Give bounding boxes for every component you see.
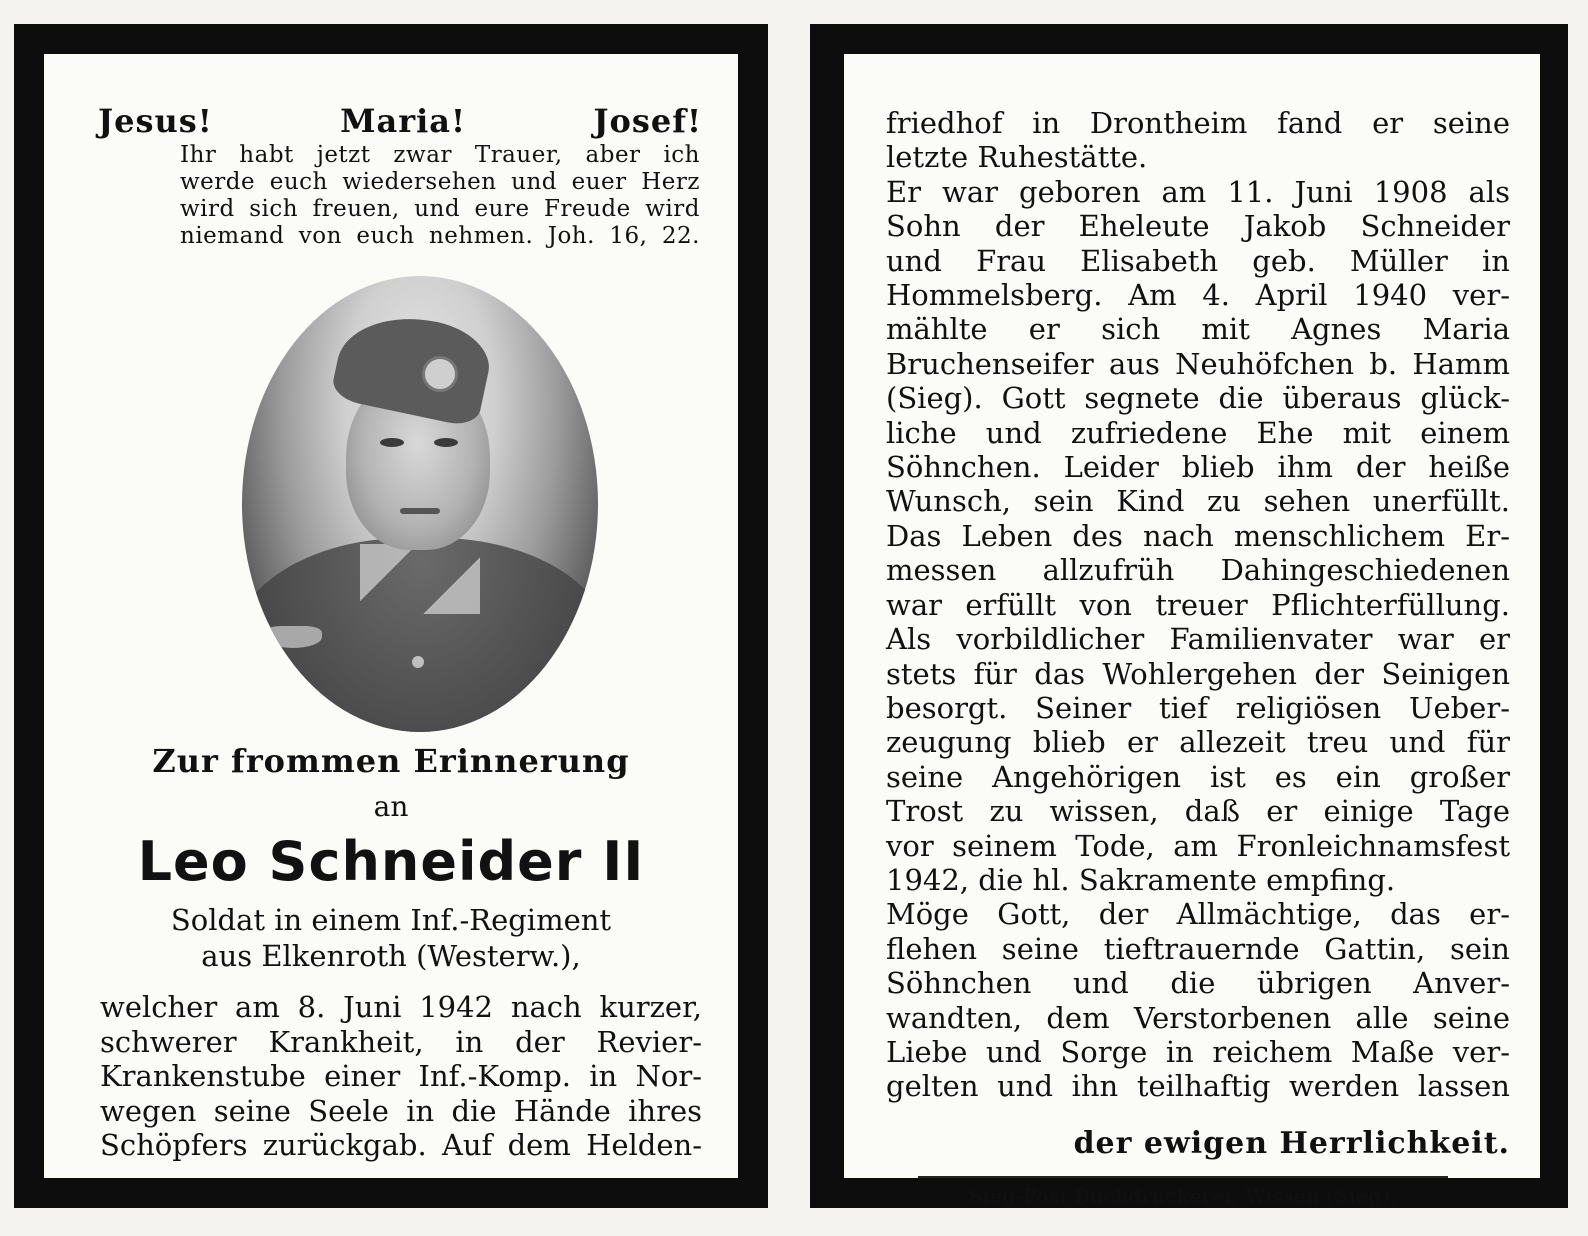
body-line: Krankenstube einer Inf.-Komp. in Nor-: [100, 1059, 702, 1093]
body-line: Bruchenseifer aus Neuhöfchen b. Hamm: [886, 346, 1510, 381]
body-line: stets für das Wohlergehen der Seinigen: [886, 656, 1510, 691]
verse-line: wird sich freuen, und eure Freude wird: [180, 196, 700, 222]
body-line: Trost zu wissen, daß er einige Tage: [886, 794, 1510, 829]
right-panel-content: [844, 54, 1540, 1208]
invocation-jesus: Jesus!: [98, 102, 213, 140]
memorial-card-right-panel: [810, 24, 1568, 1208]
body-line: vor seinem Tode, am Fronleichnamsfest: [886, 828, 1510, 863]
body-line: Sohn der Eheleute Jakob Schneider: [886, 209, 1510, 244]
body-line: war erfüllt von treuer Pflichterfüllung.: [886, 587, 1510, 622]
body-line: welcher am 8. Juni 1942 nach kurzer,: [100, 990, 702, 1024]
mouth-shape: [400, 508, 440, 514]
body-line: gelten und ihn teilhaftig werden lassen: [886, 1069, 1510, 1104]
body-line: Er war geboren am 11. Juni 1908 als: [886, 174, 1510, 209]
left-panel-content: [44, 54, 738, 1178]
body-line: Liebe und Sorge in reichem Maße ver-: [886, 1034, 1510, 1069]
cap-emblem-shape: [422, 356, 458, 392]
eye-shape: [434, 438, 458, 447]
soldier-portrait-photo: [242, 276, 598, 732]
body-line: friedhof in Drontheim fand er seine: [886, 106, 1510, 140]
bible-verse: [180, 142, 700, 250]
eagle-insignia-shape: [264, 626, 322, 648]
body-line: Hommelsberg. Am 4. April 1940 ver-: [886, 278, 1510, 313]
eye-shape: [380, 438, 404, 447]
left-body-text: [100, 990, 702, 1163]
body-line: messen allzufrüh Dahingeschiedenen: [886, 553, 1510, 588]
body-line: Möge Gott, der Allmächtige, das er-: [886, 897, 1510, 932]
body-line: (Sieg). Gott segnete die überaus glück-: [886, 381, 1510, 416]
rank-line: Soldat in einem Inf.-Regiment: [170, 903, 612, 937]
body-line: mählte er sich mit Agnes Maria: [886, 312, 1510, 347]
body-line: liche und zufriedene Ehe mit einem: [886, 415, 1510, 450]
body-line: und Frau Elisabeth geb. Müller in: [886, 243, 1510, 278]
invocation-line: [98, 102, 702, 140]
body-line: zeugung blieb er allezeit treu und für: [886, 725, 1510, 760]
origin-line: aus Elkenroth (Westerw.),: [201, 939, 581, 973]
body-line: seine Angehörigen ist es ein großer: [886, 759, 1510, 794]
body-line: Das Leben des nach menschlichem Er-: [886, 518, 1510, 553]
an-label: an: [373, 790, 409, 823]
invocation-josef: Josef!: [593, 102, 702, 140]
rank-and-origin: [44, 902, 738, 974]
verse-line: werde euch wiedersehen und euer Herz: [180, 169, 700, 195]
body-line: Söhnchen und die übrigen Anver-: [886, 966, 1510, 1001]
body-line: besorgt. Seiner tief religiösen Ueber-: [886, 690, 1510, 725]
collar-tabs-shape: [360, 544, 480, 614]
printer-imprint: Sieg-Post Buchdruckerei, Wissen (Sieg).: [918, 1176, 1448, 1208]
body-line: schwerer Krankheit, in der Revier-: [100, 1024, 702, 1059]
memorial-card-left-panel: [14, 24, 768, 1208]
body-line: letzte Ruhestätte.: [886, 140, 1148, 175]
right-body-text: [886, 106, 1510, 1104]
closing-phrase: der ewigen Herrlichkeit.: [1073, 1126, 1510, 1161]
deceased-name: Leo Schneider II: [137, 830, 645, 893]
body-line: wandten, dem Verstorbenen alle seine: [886, 1000, 1510, 1035]
invocation-maria: Maria!: [340, 102, 467, 140]
uniform-button-shape: [412, 656, 424, 668]
memory-heading: Zur frommen Erinnerung: [152, 742, 630, 780]
body-line: wegen seine Seele in die Hände ihres: [100, 1093, 702, 1128]
verse-line: Ihr habt jetzt zwar Trauer, aber ich: [180, 142, 700, 168]
body-line: Als vorbildlicher Familienvater war er: [886, 622, 1510, 657]
verse-line: niemand von euch nehmen. Joh. 16, 22.: [180, 223, 700, 249]
body-line: Wunsch, sein Kind zu sehen unerfüllt.: [886, 484, 1510, 519]
body-line: 1942, die hl. Sakramente empfing.: [886, 862, 1396, 897]
body-line: flehen seine tieftrauernde Gattin, sein: [886, 931, 1510, 966]
side-cap-shape: [330, 303, 497, 428]
body-line: Söhnchen. Leider blieb ihm der heiße: [886, 450, 1510, 485]
body-line: Schöpfers zurückgab. Auf dem Helden-: [100, 1128, 702, 1162]
